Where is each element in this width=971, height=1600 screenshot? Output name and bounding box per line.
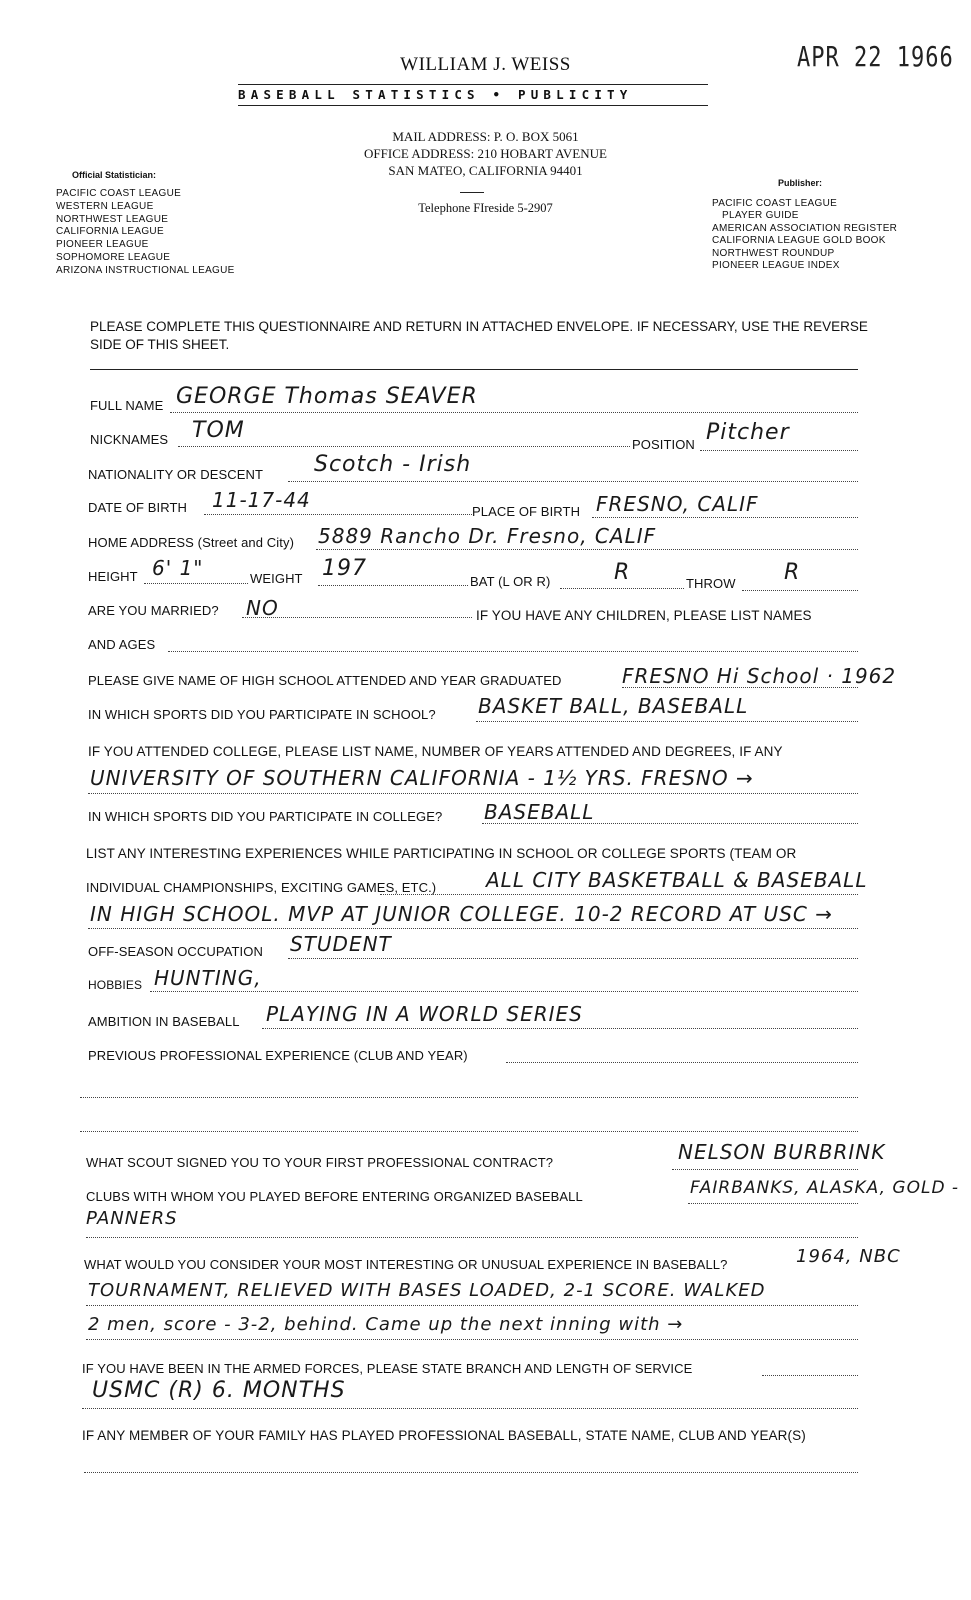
married-label: ARE YOU MARRIED? bbox=[88, 603, 219, 618]
league-item: PIONEER LEAGUE bbox=[56, 239, 149, 251]
clubs-before-value: FAIRBANKS, ALASKA, GOLD - bbox=[690, 1178, 960, 1198]
publication-item: PIONEER LEAGUE INDEX bbox=[712, 260, 840, 272]
married-value: NO bbox=[246, 596, 279, 620]
pob-value: FRESNO, CALIF bbox=[596, 492, 759, 516]
nationality-value: Scotch - Irish bbox=[314, 452, 472, 477]
publication-item: CALIFORNIA LEAGUE GOLD BOOK bbox=[712, 235, 886, 247]
college-label: IF YOU ATTENDED COLLEGE, PLEASE LIST NAME, NUMBER OF YEARS ATTENDED AND DEGREES, IF ANY bbox=[88, 744, 783, 759]
previous-pro-field-3[interactable] bbox=[80, 1131, 858, 1132]
previous-pro-field-2[interactable] bbox=[80, 1097, 858, 1098]
occupation-value: STUDENT bbox=[290, 932, 392, 956]
divider bbox=[238, 105, 708, 106]
ambition-field[interactable] bbox=[262, 1028, 858, 1029]
home-address-label: HOME ADDRESS (Street and City) bbox=[88, 535, 294, 550]
divider bbox=[90, 369, 858, 370]
experiences-field-2[interactable] bbox=[88, 928, 858, 929]
publication-item: NORTHWEST ROUNDUP bbox=[712, 247, 835, 259]
previous-pro-label: PREVIOUS PROFESSIONAL EXPERIENCE (CLUB AND YEAR) bbox=[88, 1048, 468, 1063]
armed-forces-field-2[interactable] bbox=[82, 1408, 858, 1409]
league-item: PACIFIC COAST LEAGUE bbox=[56, 188, 182, 199]
league-item: NORTHWEST LEAGUE bbox=[56, 213, 169, 225]
previous-pro-field[interactable] bbox=[506, 1062, 858, 1063]
nationality-field[interactable] bbox=[288, 481, 858, 482]
bat-field[interactable] bbox=[560, 588, 684, 589]
hobbies-label: HOBBIES bbox=[88, 978, 143, 992]
publication-item: PACIFIC COAST LEAGUE bbox=[712, 198, 838, 209]
league-item: WESTERN LEAGUE bbox=[56, 200, 154, 212]
scout-value: NELSON BURBRINK bbox=[678, 1140, 886, 1164]
school-sports-value: BASKET BALL, BASEBALL bbox=[478, 694, 749, 718]
dob-value: 11-17-44 bbox=[212, 488, 311, 512]
weight-label: WEIGHT bbox=[250, 571, 303, 586]
height-label: HEIGHT bbox=[88, 569, 138, 584]
unusual-experience-value-3: 2 men, score - 3-2, behind. Came up the next inning with → bbox=[88, 1314, 684, 1335]
publisher-list bbox=[712, 198, 897, 272]
occupation-label: OFF-SEASON OCCUPATION bbox=[88, 944, 263, 959]
experiences-label: LIST ANY INTERESTING EXPERIENCES WHILE PARTICIPATING IN SCHOOL OR COLLEGE SPORTS (TEAM OR bbox=[86, 846, 797, 861]
divider bbox=[238, 84, 708, 85]
children-label: IF YOU HAVE ANY CHILDREN, PLEASE LIST NAMES bbox=[476, 608, 812, 623]
clubs-before-label: CLUBS WITH WHOM YOU PLAYED BEFORE ENTERING ORGANIZED BASEBALL bbox=[86, 1189, 583, 1204]
unusual-experience-field-3[interactable] bbox=[86, 1339, 858, 1340]
ambition-value: PLAYING IN A WORLD SERIES bbox=[266, 1002, 583, 1026]
throw-label: THROW bbox=[686, 576, 736, 591]
weight-value: 197 bbox=[322, 556, 367, 581]
clubs-before-field[interactable] bbox=[688, 1203, 858, 1204]
nicknames-value: TOM bbox=[192, 418, 245, 443]
school-sports-field[interactable] bbox=[476, 721, 858, 722]
nationality-label: NATIONALITY OR DESCENT bbox=[88, 467, 264, 482]
unusual-experience-field-2[interactable] bbox=[86, 1305, 858, 1306]
league-item: CALIFORNIA LEAGUE bbox=[56, 226, 164, 238]
full-name-label: FULL NAME bbox=[90, 398, 164, 413]
full-name-value: GEORGE Thomas SEAVER bbox=[176, 384, 478, 409]
letterhead-tagline: BASEBALL STATISTICS • PUBLICITY bbox=[238, 87, 633, 102]
official-statistician-heading: Official Statistician: bbox=[72, 170, 157, 180]
high-school-value: FRESNO Hi School · 1962 bbox=[622, 664, 897, 688]
school-sports-label: IN WHICH SPORTS DID YOU PARTICIPATE IN SCHOOL? bbox=[88, 707, 436, 722]
children-field[interactable] bbox=[168, 651, 858, 652]
letterhead-name: WILLIAM J. WEISS bbox=[400, 54, 571, 75]
height-value: 6' 1" bbox=[152, 556, 204, 580]
dob-field[interactable] bbox=[204, 514, 472, 515]
scout-label: WHAT SCOUT SIGNED YOU TO YOUR FIRST PROFESSIONAL CONTRACT? bbox=[86, 1155, 554, 1170]
high-school-label: PLEASE GIVE NAME OF HIGH SCHOOL ATTENDED AND YEAR GRADUATED bbox=[88, 673, 562, 688]
family-pro-field[interactable] bbox=[84, 1472, 858, 1473]
nicknames-label: NICKNAMES bbox=[90, 432, 169, 447]
instructions: PLEASE COMPLETE THIS QUESTIONNAIRE AND RETURN IN ATTACHED ENVELOPE. IF NECESSARY, USE THE REVERSE SIDE OF THIS SHEET. bbox=[90, 319, 868, 352]
family-pro-label: IF ANY MEMBER OF YOUR FAMILY HAS PLAYED PROFESSIONAL BASEBALL, STATE NAME, CLUB AND YEAR(S) bbox=[82, 1428, 806, 1443]
bat-value: R bbox=[614, 560, 631, 585]
position-label: POSITION bbox=[632, 437, 695, 452]
experiences-value-2: IN HIGH SCHOOL. MVP AT JUNIOR COLLEGE. 10-2 RECORD AT USC → bbox=[90, 902, 833, 926]
armed-forces-value: USMC (R) 6. MONTHS bbox=[92, 1378, 346, 1403]
clubs-before-value-2: PANNERS bbox=[86, 1208, 178, 1229]
publication-item: AMERICAN ASSOCIATION REGISTER bbox=[712, 222, 898, 234]
clubs-before-field-2[interactable] bbox=[86, 1237, 858, 1238]
position-field[interactable] bbox=[700, 450, 858, 451]
armed-forces-field[interactable] bbox=[762, 1375, 858, 1376]
experiences-label-2: INDIVIDUAL CHAMPIONSHIPS, EXCITING GAMES, ETC.) bbox=[86, 880, 437, 895]
college-sports-value: BASEBALL bbox=[484, 800, 595, 824]
mail-address: MAIL ADDRESS: P. O. BOX 5061 bbox=[392, 129, 579, 144]
throw-value: R bbox=[784, 560, 801, 585]
pob-label: PLACE OF BIRTH bbox=[472, 504, 581, 519]
unusual-experience-value: 1964, NBC bbox=[796, 1246, 901, 1267]
publication-item: PLAYER GUIDE bbox=[722, 210, 799, 222]
armed-forces-label: IF YOU HAVE BEEN IN THE ARMED FORCES, PLEASE STATE BRANCH AND LENGTH OF SERVICE bbox=[82, 1361, 693, 1376]
league-item: ARIZONA INSTRUCTIONAL LEAGUE bbox=[56, 264, 235, 276]
ambition-label: AMBITION IN BASEBALL bbox=[88, 1014, 240, 1029]
college-field[interactable] bbox=[88, 793, 858, 794]
home-address-field[interactable] bbox=[316, 549, 858, 550]
scout-field[interactable] bbox=[672, 1169, 858, 1170]
office-address: OFFICE ADDRESS: 210 HOBART AVENUE bbox=[364, 146, 607, 161]
hobbies-value: HUNTING, bbox=[154, 966, 262, 990]
league-item: SOPHOMORE LEAGUE bbox=[56, 251, 171, 263]
experiences-value: ALL CITY BASKETBALL & BASEBALL bbox=[486, 868, 868, 892]
pob-field[interactable] bbox=[592, 517, 858, 518]
received-date-stamp: APR 22 1966 bbox=[797, 42, 954, 74]
unusual-experience-label: WHAT WOULD YOU CONSIDER YOUR MOST INTERESTING OR UNUSUAL EXPERIENCE IN BASEBALL? bbox=[84, 1257, 728, 1272]
dob-label: DATE OF BIRTH bbox=[88, 500, 188, 515]
city-address: SAN MATEO, CALIFORNIA 94401 bbox=[388, 163, 583, 178]
bat-label: BAT (L OR R) bbox=[470, 574, 551, 589]
experiences-field[interactable] bbox=[380, 894, 858, 895]
home-address-value: 5889 Rancho Dr. Fresno, CALIF bbox=[318, 524, 657, 548]
occupation-field[interactable] bbox=[288, 958, 858, 959]
telephone: Telephone FIreside 5-2907 bbox=[418, 201, 553, 215]
hobbies-field[interactable] bbox=[150, 991, 858, 992]
publisher-heading: Publisher: bbox=[778, 178, 823, 188]
height-field[interactable] bbox=[144, 583, 248, 584]
college-sports-label: IN WHICH SPORTS DID YOU PARTICIPATE IN COLLEGE? bbox=[88, 809, 443, 824]
nicknames-field[interactable] bbox=[178, 446, 630, 447]
unusual-experience-value-2: TOURNAMENT, RELIEVED WITH BASES LOADED, 2-1 SCORE. WALKED bbox=[88, 1280, 766, 1301]
divider bbox=[460, 192, 484, 193]
position-value: Pitcher bbox=[706, 420, 790, 445]
full-name-field[interactable] bbox=[170, 412, 858, 413]
children-label-2: AND AGES bbox=[88, 637, 156, 652]
official-statistician-list bbox=[56, 188, 235, 278]
college-value: UNIVERSITY OF SOUTHERN CALIFORNIA - 1½ YRS. FRESNO → bbox=[90, 766, 754, 790]
weight-field[interactable] bbox=[318, 585, 468, 586]
throw-field[interactable] bbox=[742, 590, 858, 591]
